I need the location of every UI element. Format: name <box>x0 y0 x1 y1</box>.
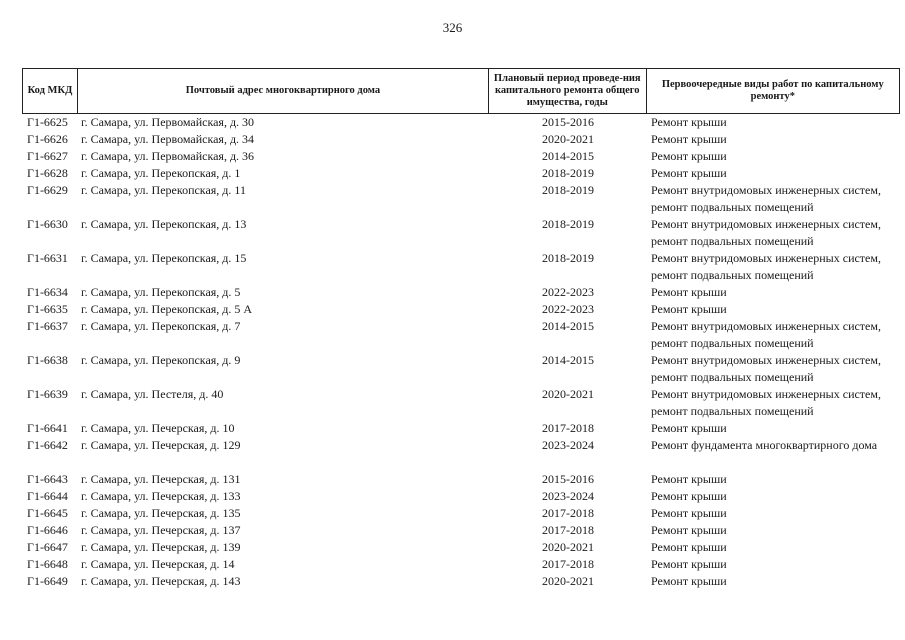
works-line: Ремонт крыши <box>651 472 727 486</box>
cell-address: г. Самара, ул. Перекопская, д. 9 <box>81 353 241 367</box>
cell-code: Г1-6635 <box>27 302 68 316</box>
cell-address: г. Самара, ул. Перекопская, д. 13 <box>81 217 247 231</box>
cell-code: Г1-6631 <box>27 251 68 265</box>
cell-address: г. Самара, ул. Печерская, д. 135 <box>81 506 241 520</box>
cell-works <box>647 573 900 590</box>
works-line: Ремонт крыши <box>651 489 727 503</box>
cell-works <box>647 216 900 250</box>
table-header <box>22 68 900 114</box>
cell-code: Г1-6645 <box>27 506 68 520</box>
cell-works <box>647 437 900 471</box>
works-line: ремонт подвальных помещений <box>651 404 814 418</box>
works-line: Ремонт внутридомовых инженерных систем, <box>651 353 881 367</box>
cell-works <box>647 505 900 522</box>
works-line: ремонт подвальных помещений <box>651 370 814 384</box>
cell-code: Г1-6647 <box>27 540 68 554</box>
cell-works <box>647 352 900 386</box>
table-row <box>22 284 900 301</box>
works-line: Ремонт внутридомовых инженерных систем, <box>651 387 881 401</box>
table-row <box>22 505 900 522</box>
table-row <box>22 182 900 216</box>
cell-address: г. Самара, ул. Печерская, д. 129 <box>81 438 241 452</box>
cell-code: Г1-6646 <box>27 523 68 537</box>
table-row <box>22 114 900 131</box>
works-line: Ремонт крыши <box>651 506 727 520</box>
cell-works <box>647 420 900 437</box>
table-row <box>22 437 900 471</box>
works-line: Ремонт крыши <box>651 523 727 537</box>
cell-code: Г1-6639 <box>27 387 68 401</box>
cell-period: 2015-2016 <box>542 115 594 129</box>
cell-address: г. Самара, ул. Печерская, д. 137 <box>81 523 241 537</box>
works-line <box>651 454 900 471</box>
cell-address: г. Самара, ул. Перекопская, д. 15 <box>81 251 247 265</box>
cell-address: г. Самара, ул. Перекопская, д. 1 <box>81 166 241 180</box>
works-line: Ремонт фундамента многоквартирного дома <box>651 438 878 452</box>
table-row <box>22 148 900 165</box>
table-row <box>22 539 900 556</box>
cell-code: Г1-6642 <box>27 438 68 452</box>
page-number: 326 <box>442 20 463 35</box>
works-line: Ремонт внутридомовых инженерных систем, <box>651 183 881 197</box>
table-row <box>22 250 900 284</box>
cell-code: Г1-6643 <box>27 472 68 486</box>
cell-works <box>647 148 900 165</box>
cell-code: Г1-6649 <box>27 574 68 588</box>
cell-works <box>647 522 900 539</box>
works-line: Ремонт крыши <box>651 540 727 554</box>
cell-period: 2020-2021 <box>542 132 594 146</box>
cell-address: г. Самара, ул. Первомайская, д. 34 <box>81 132 255 146</box>
works-line: Ремонт крыши <box>651 132 727 146</box>
cell-address: г. Самара, ул. Первомайская, д. 36 <box>81 149 255 163</box>
cell-code: Г1-6644 <box>27 489 68 503</box>
cell-works <box>647 318 900 352</box>
cell-period: 2017-2018 <box>542 421 594 435</box>
cell-works <box>647 114 900 131</box>
cell-address: г. Самара, ул. Печерская, д. 143 <box>81 574 241 588</box>
works-line: Ремонт крыши <box>651 149 727 163</box>
cell-address: г. Самара, ул. Печерская, д. 10 <box>81 421 235 435</box>
cell-period: 2020-2021 <box>542 574 594 588</box>
cell-code: Г1-6634 <box>27 285 68 299</box>
cell-period: 2015-2016 <box>542 472 594 486</box>
table-row <box>22 165 900 182</box>
works-line: Ремонт крыши <box>651 302 727 316</box>
header-code: Код МКД <box>23 69 78 113</box>
cell-code: Г1-6630 <box>27 217 68 231</box>
cell-address: г. Самара, ул. Перекопская, д. 5 А <box>81 302 253 316</box>
header-period: Плановый период проведе-ния капитального ремонта общего имущества, годы <box>489 69 647 113</box>
cell-period: 2017-2018 <box>542 523 594 537</box>
cell-address: г. Самара, ул. Печерская, д. 14 <box>81 557 235 571</box>
cell-address: г. Самара, ул. Перекопская, д. 7 <box>81 319 241 333</box>
cell-works <box>647 131 900 148</box>
cell-address: г. Самара, ул. Печерская, д. 131 <box>81 472 241 486</box>
works-line: Ремонт крыши <box>651 421 727 435</box>
cell-works <box>647 488 900 505</box>
works-line: Ремонт крыши <box>651 557 727 571</box>
header-address: Почтовый адрес многоквартирного дома <box>78 69 489 113</box>
works-line: Ремонт внутридомовых инженерных систем, <box>651 319 881 333</box>
works-line: Ремонт внутридомовых инженерных систем, <box>651 217 881 231</box>
cell-works <box>647 471 900 488</box>
cell-code: Г1-6638 <box>27 353 68 367</box>
works-line: Ремонт крыши <box>651 285 727 299</box>
table-row <box>22 522 900 539</box>
cell-works <box>647 165 900 182</box>
cell-period: 2023-2024 <box>542 438 594 452</box>
table-row <box>22 471 900 488</box>
cell-code: Г1-6637 <box>27 319 68 333</box>
cell-period: 2022-2023 <box>542 285 594 299</box>
table-body <box>22 114 900 590</box>
cell-address: г. Самара, ул. Печерская, д. 139 <box>81 540 241 554</box>
works-line: Ремонт крыши <box>651 115 727 129</box>
cell-period: 2014-2015 <box>542 149 594 163</box>
table-row <box>22 573 900 590</box>
cell-works <box>647 284 900 301</box>
cell-period: 2020-2021 <box>542 387 594 401</box>
cell-address: г. Самара, ул. Перекопская, д. 5 <box>81 285 241 299</box>
table-row <box>22 216 900 250</box>
cell-period: 2020-2021 <box>542 540 594 554</box>
header-works: Первоочередные виды работ по капитальному ремонту* <box>661 79 884 102</box>
cell-code: Г1-6625 <box>27 115 68 129</box>
works-line: Ремонт внутридомовых инженерных систем, <box>651 251 881 265</box>
works-line: ремонт подвальных помещений <box>651 268 814 282</box>
works-line: Ремонт крыши <box>651 166 727 180</box>
cell-address: г. Самара, ул. Первомайская, д. 30 <box>81 115 255 129</box>
works-line: Ремонт крыши <box>651 574 727 588</box>
cell-period: 2017-2018 <box>542 557 594 571</box>
cell-works <box>647 250 900 284</box>
cell-works <box>647 556 900 573</box>
cell-period: 2023-2024 <box>542 489 594 503</box>
cell-period: 2018-2019 <box>542 217 594 231</box>
cell-period: 2014-2015 <box>542 319 594 333</box>
cell-address: г. Самара, ул. Печерская, д. 133 <box>81 489 241 503</box>
cell-code: Г1-6629 <box>27 183 68 197</box>
cell-code: Г1-6641 <box>27 421 68 435</box>
cell-period: 2018-2019 <box>542 251 594 265</box>
table-row <box>22 301 900 318</box>
cell-code: Г1-6626 <box>27 132 68 146</box>
cell-code: Г1-6627 <box>27 149 68 163</box>
cell-address: г. Самара, ул. Пестеля, д. 40 <box>81 387 224 401</box>
cell-period: 2018-2019 <box>542 166 594 180</box>
cell-period: 2022-2023 <box>542 302 594 316</box>
table-row <box>22 488 900 505</box>
cell-period: 2017-2018 <box>542 506 594 520</box>
cell-works <box>647 386 900 420</box>
table-row <box>22 352 900 386</box>
cell-works <box>647 301 900 318</box>
table-row <box>22 318 900 352</box>
cell-period: 2018-2019 <box>542 183 594 197</box>
table-row <box>22 386 900 420</box>
cell-works <box>647 182 900 216</box>
table-row <box>22 556 900 573</box>
cell-address: г. Самара, ул. Перекопская, д. 11 <box>81 183 246 197</box>
cell-code: Г1-6648 <box>27 557 68 571</box>
works-line: ремонт подвальных помещений <box>651 200 814 214</box>
table-row <box>22 420 900 437</box>
cell-code: Г1-6628 <box>27 166 68 180</box>
works-line: ремонт подвальных помещений <box>651 336 814 350</box>
works-line: ремонт подвальных помещений <box>651 234 814 248</box>
cell-period: 2014-2015 <box>542 353 594 367</box>
table-row <box>22 131 900 148</box>
cell-works <box>647 539 900 556</box>
